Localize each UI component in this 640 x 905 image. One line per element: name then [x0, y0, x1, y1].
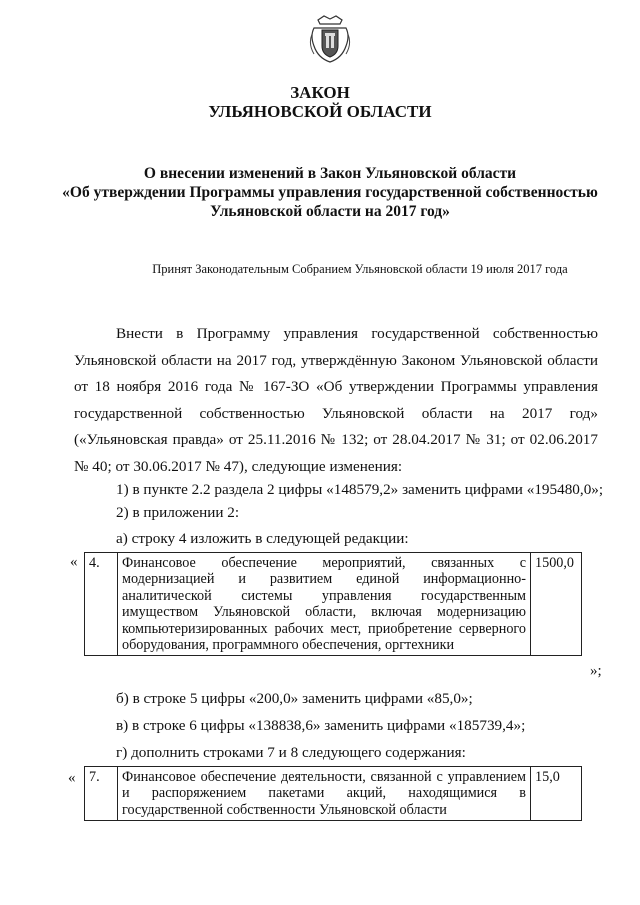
item-2b: б) в строке 5 цифры «200,0» заменить цифрами «85,0»; [116, 690, 473, 707]
row-value: 1500,0 [531, 553, 582, 656]
close-quote-row4: »; [590, 663, 602, 679]
item-1: 1) в пункте 2.2 раздела 2 цифры «148579,2» заменить цифрами «195480,0»; [116, 481, 604, 498]
item-2: 2) в приложении 2: [116, 504, 240, 521]
row-value: 15,0 [531, 767, 582, 821]
item-2g: г) дополнить строками 7 и 8 следующего содержания: [116, 744, 466, 761]
table-row-4 [84, 552, 582, 656]
table-row [85, 553, 582, 656]
table-row [85, 767, 582, 821]
open-quote-row4: « [70, 554, 78, 570]
row-number: 4. [85, 553, 118, 656]
open-quote-row7: « [68, 770, 76, 786]
intro-paragraph: Внести в Программу управления государственной собственностью Ульяновской области на 2017 год, утверждённую Законом Ульяновской области от 18 ноября 2016 года № 167-ЗО «Об утверждении Программы управления государственной собственностью Ульяновской области на 2017 год» («Ульяновская правда» от 25.11.2016 № 132; от 28.04.2017 № 31; от 02.06.2017 № 40; от 30.06.2017 № 47), следующие изменения: [74, 325, 598, 475]
subtitle-line-1: О внесении изменений в Закон Ульяновской области [143, 165, 517, 182]
subtitle-line-3: Ульяновской области на 2017 год» [210, 203, 450, 220]
row-number: 7. [85, 767, 118, 821]
law-region: УЛЬЯНОВСКОЙ ОБЛАСТИ [208, 102, 432, 121]
coat-of-arms-emblem [308, 14, 352, 64]
row-description: Финансовое обеспечение деятельности, связанной с управлением и распоряжением пакетами акций, находящимися в государственной собственности Ульяновской области [118, 767, 531, 821]
item-2a: а) строку 4 изложить в следующей редакции: [116, 530, 409, 547]
table-row-7 [84, 766, 582, 821]
item-2v: в) в строке 6 цифры «138838,6» заменить цифрами «185739,4»; [116, 717, 526, 734]
adoption-note: Принят Законодательным Собранием Ульяновской области 19 июля 2017 года [152, 262, 568, 276]
row-description: Финансовое обеспечение мероприятий, связанных с модернизацией и развитием единой информационно-аналитической системы управления государственным имуществом Ульяновской области, включая модернизацию компьютеризированных рабочих мест, приобретение серверного оборудования, программного обеспечения, оргтехники [118, 553, 531, 656]
law-title: ЗАКОН [290, 83, 350, 102]
subtitle-line-2: «Об утверждении Программы управления государственной собственностью [62, 184, 598, 201]
